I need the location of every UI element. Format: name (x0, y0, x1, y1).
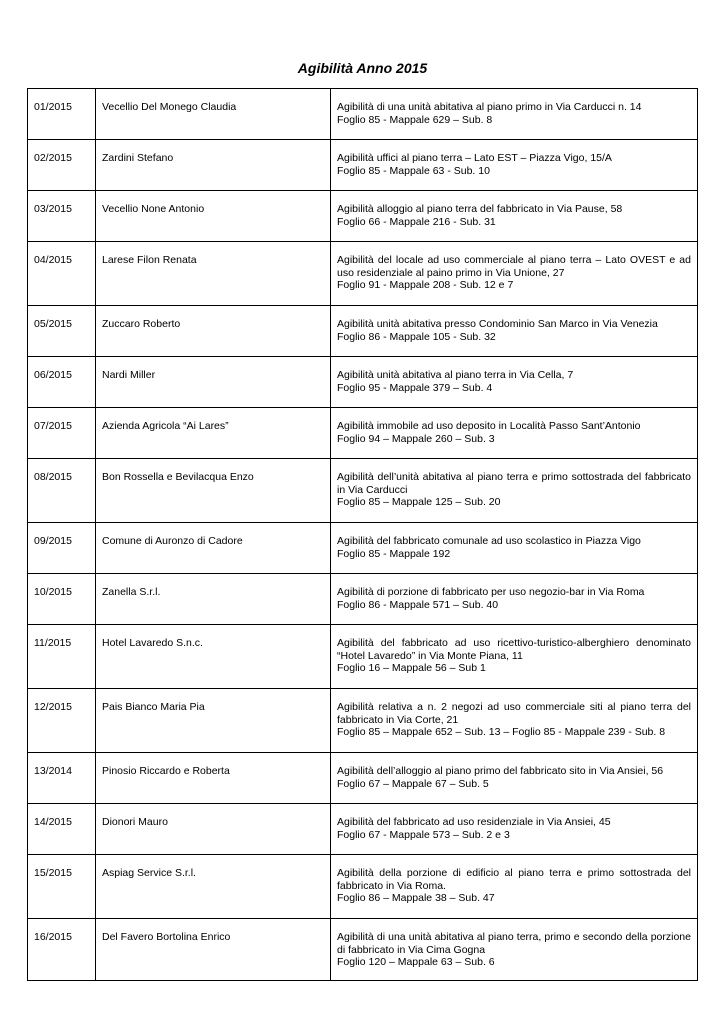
record-number: 10/2015 (28, 574, 96, 625)
applicant-name: Comune di Auronzo di Cadore (96, 523, 331, 574)
applicant-name: Zuccaro Roberto (96, 306, 331, 357)
cadastral-reference: Foglio 85 – Mappale 125 – Sub. 20 (337, 496, 501, 508)
description-cell (331, 191, 698, 242)
table-row (28, 357, 698, 408)
description-text: Agibilità uffici al piano terra – Lato EST – Piazza Vigo, 15/A (337, 152, 612, 164)
applicant-name: Zanella S.r.l. (96, 574, 331, 625)
table-row (28, 89, 698, 140)
description-text: Agibilità del locale ad uso commerciale al piano terra – Lato OVEST e ad uso residenziale al paino primo in Via Unione, 27 (337, 254, 691, 279)
description-text: Agibilità del fabbricato ad uso ricettivo-turistico-alberghiero denominato “Hotel Lavaredo” in Via Monte Piana, 11 (337, 637, 691, 662)
description-cell (331, 89, 698, 140)
cadastral-reference: Foglio 16 – Mappale 56 – Sub 1 (337, 662, 486, 674)
description-text: Agibilità alloggio al piano terra del fabbricato in Via Pause, 58 (337, 203, 623, 215)
applicant-name: Hotel Lavaredo S.n.c. (96, 625, 331, 689)
table-row (28, 625, 698, 689)
applicant-name: Zardini Stefano (96, 140, 331, 191)
description-text: Agibilità di una unità abitativa al piano primo in Via Carducci n. 14 (337, 101, 642, 113)
description-cell (331, 357, 698, 408)
cadastral-reference: Foglio 86 – Mappale 38 – Sub. 47 (337, 892, 495, 904)
table-row (28, 306, 698, 357)
description-text: Agibilità relativa a n. 2 negozi ad uso commerciale siti al piano terra del fabbricato in Via Corte, 21 (337, 701, 691, 726)
cadastral-reference: Foglio 86 - Mappale 105 - Sub. 32 (337, 330, 496, 343)
applicant-name: Del Favero Bortolina Enrico (96, 919, 331, 981)
table-row (28, 523, 698, 574)
table-row (28, 574, 698, 625)
description-cell (331, 919, 698, 981)
record-number: 14/2015 (28, 804, 96, 855)
record-number: 16/2015 (28, 919, 96, 981)
description-text: Agibilità unità abitativa presso Condominio San Marco in Via Venezia (337, 318, 658, 330)
cadastral-reference: Foglio 85 - Mappale 629 – Sub. 8 (337, 113, 493, 126)
applicant-name: Pais Bianco Maria Pia (96, 689, 331, 753)
applicant-name: Larese Filon Renata (96, 242, 331, 306)
cadastral-reference: Foglio 85 - Mappale 63 - Sub. 10 (337, 164, 490, 177)
description-text: Agibilità di una unità abitativa al piano terra, primo e secondo della porzione di fabbricato in Via Cima Gogna (337, 931, 691, 956)
description-cell (331, 625, 698, 689)
cadastral-reference: Foglio 85 – Mappale 652 – Sub. 13 – Foglio 85 - Mappale 239 - Sub. 8 (337, 726, 666, 738)
description-text: Agibilità unità abitativa al piano terra in Via Cella, 7 (337, 369, 574, 381)
record-number: 09/2015 (28, 523, 96, 574)
description-text: Agibilità immobile ad uso deposito in Località Passo Sant’Antonio (337, 420, 641, 432)
table-row (28, 919, 698, 981)
record-number: 08/2015 (28, 459, 96, 523)
table-row (28, 408, 698, 459)
applicant-name: Nardi Miller (96, 357, 331, 408)
cadastral-reference: Foglio 120 – Mappale 63 – Sub. 6 (337, 956, 495, 968)
table-row (28, 459, 698, 523)
cadastral-reference: Foglio 86 - Mappale 571 – Sub. 40 (337, 598, 499, 611)
description-text: Agibilità del fabbricato ad uso residenziale in Via Ansiei, 45 (337, 816, 611, 828)
description-text: Agibilità dell’unità abitativa al piano terra e primo sottostrada del fabbricato in Via Carducci (337, 471, 691, 496)
record-number: 11/2015 (28, 625, 96, 689)
description-cell (331, 689, 698, 753)
cadastral-reference: Foglio 67 - Mappale 573 – Sub. 2 e 3 (337, 828, 510, 841)
table-row (28, 191, 698, 242)
cadastral-reference: Foglio 85 - Mappale 192 (337, 547, 451, 560)
agibilita-table (27, 88, 698, 981)
description-cell (331, 242, 698, 306)
applicant-name: Vecellio Del Monego Claudia (96, 89, 331, 140)
record-number: 05/2015 (28, 306, 96, 357)
table-row (28, 242, 698, 306)
record-number: 15/2015 (28, 855, 96, 919)
cadastral-reference: Foglio 66 - Mappale 216 - Sub. 31 (337, 215, 496, 228)
description-text: Agibilità dell’alloggio al piano primo del fabbricato sito in Via Ansiei, 56 (337, 765, 664, 777)
record-number: 13/2014 (28, 753, 96, 804)
description-text: Agibilità del fabbricato comunale ad uso scolastico in Piazza Vigo (337, 535, 641, 547)
description-cell (331, 855, 698, 919)
record-number: 03/2015 (28, 191, 96, 242)
table-row (28, 753, 698, 804)
description-cell (331, 459, 698, 523)
applicant-name: Pinosio Riccardo e Roberta (96, 753, 331, 804)
cadastral-reference: Foglio 95 - Mappale 379 – Sub. 4 (337, 381, 493, 394)
description-cell (331, 306, 698, 357)
table-row (28, 855, 698, 919)
table-row (28, 140, 698, 191)
applicant-name: Aspiag Service S.r.l. (96, 855, 331, 919)
table-body (28, 89, 698, 981)
applicant-name: Dionori Mauro (96, 804, 331, 855)
description-cell (331, 140, 698, 191)
record-number: 12/2015 (28, 689, 96, 753)
description-cell (331, 523, 698, 574)
description-cell (331, 574, 698, 625)
record-number: 06/2015 (28, 357, 96, 408)
record-number: 04/2015 (28, 242, 96, 306)
record-number: 02/2015 (28, 140, 96, 191)
record-number: 01/2015 (28, 89, 96, 140)
cadastral-reference: Foglio 91 - Mappale 208 - Sub. 12 e 7 (337, 279, 514, 291)
description-text: Agibilità di porzione di fabbricato per uso negozio-bar in Via Roma (337, 586, 645, 598)
description-cell (331, 408, 698, 459)
applicant-name: Vecellio None Antonio (96, 191, 331, 242)
description-cell (331, 804, 698, 855)
applicant-name: Azienda Agricola “Ai Lares” (96, 408, 331, 459)
record-number: 07/2015 (28, 408, 96, 459)
cadastral-reference: Foglio 94 – Mappale 260 – Sub. 3 (337, 432, 495, 445)
table-row (28, 689, 698, 753)
cadastral-reference: Foglio 67 – Mappale 67 – Sub. 5 (337, 777, 489, 790)
document-title: Agibilità Anno 2015 (297, 60, 428, 76)
description-cell (331, 753, 698, 804)
applicant-name: Bon Rossella e Bevilacqua Enzo (96, 459, 331, 523)
description-text: Agibilità della porzione di edificio al piano terra e primo sottostrada del fabbricato in Via Roma. (337, 867, 691, 892)
table-row (28, 804, 698, 855)
